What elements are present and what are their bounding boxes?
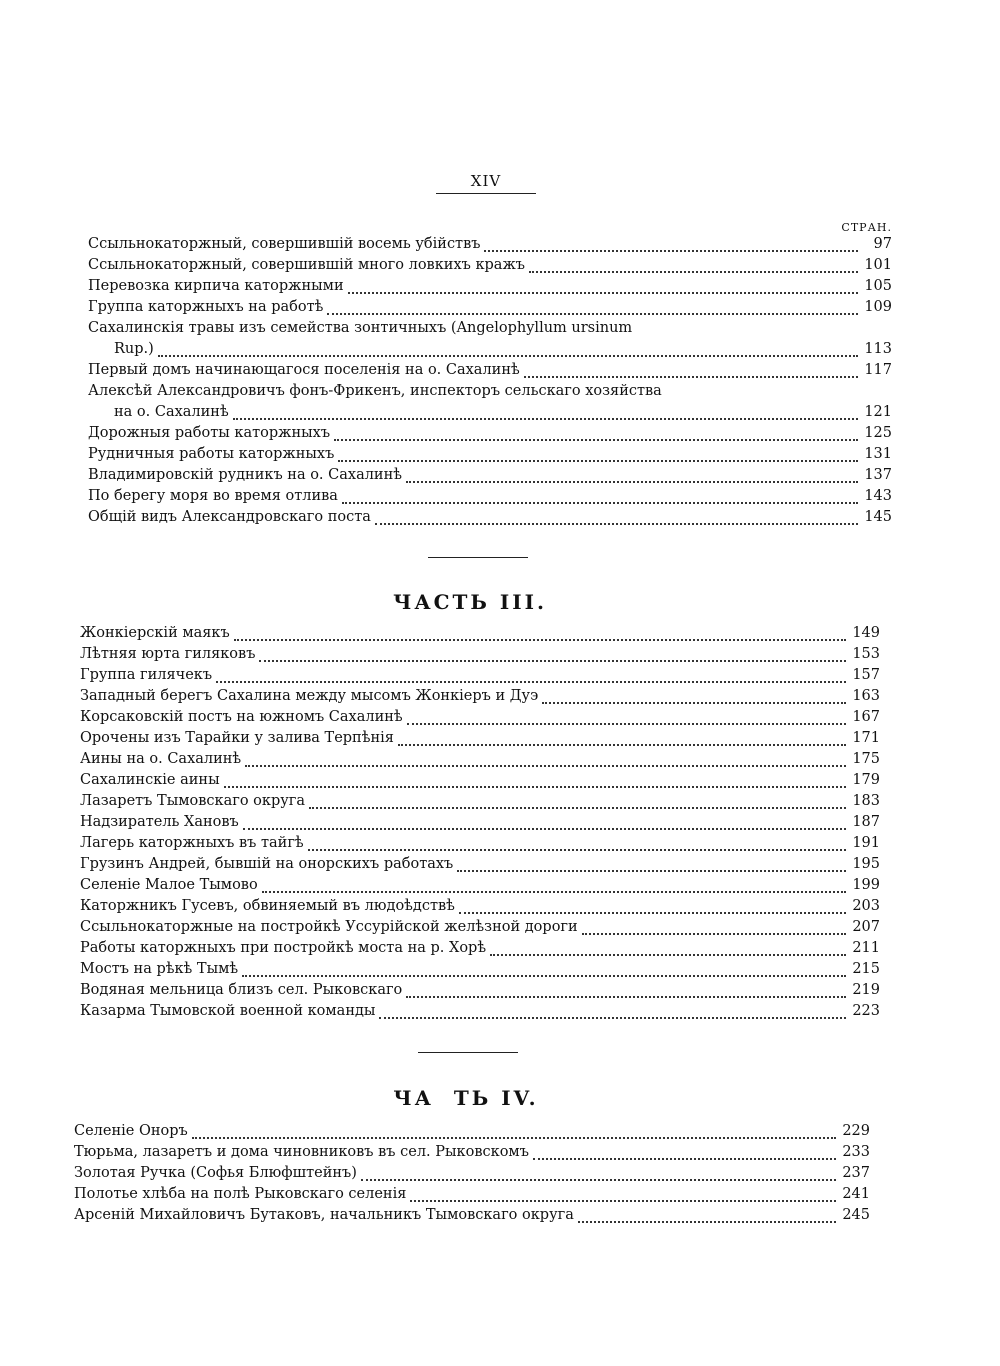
entry-title-continued: Rup.) — [114, 341, 154, 357]
entry-title: Грузинъ Андрей, бывшій на онорскихъ работахъ — [80, 856, 454, 872]
entry-page: 219 — [852, 982, 880, 998]
section-3-heading: ЧАСТЬ III. — [393, 590, 547, 614]
toc-entry — [74, 1207, 870, 1228]
dot-leader — [361, 1179, 836, 1181]
entry-page: 149 — [852, 625, 880, 641]
entry-title: Общій видъ Александровскаго поста — [88, 509, 371, 525]
toc-entry — [80, 793, 880, 814]
entry-title: Группа гилячекъ — [80, 667, 213, 683]
dot-leader — [234, 639, 846, 641]
entry-title: Каторжникъ Гусевъ, обвиняемый въ людоѣдствѣ — [80, 898, 455, 914]
dot-leader — [490, 954, 846, 956]
page-number: XIV — [470, 172, 502, 190]
entry-title: Селеніе Оноръ — [74, 1123, 188, 1139]
toc-entry — [80, 919, 880, 940]
toc-entry — [80, 982, 880, 1003]
entry-title: Западный берегъ Сахалина между мысомъ Жонкіеръ и Дуэ — [80, 688, 539, 704]
entry-page: 207 — [852, 919, 880, 935]
entry-page: 167 — [852, 709, 880, 725]
toc-entry — [74, 1144, 870, 1165]
entry-title: Полотье хлѣба на полѣ Рыковскаго селенія — [74, 1186, 407, 1202]
dot-leader — [582, 933, 846, 935]
toc-entry — [88, 488, 892, 509]
toc-entry — [88, 341, 892, 362]
dot-leader — [484, 250, 858, 252]
entry-title: Мостъ на рѣкѣ Тымѣ — [80, 961, 239, 977]
entry-page: 157 — [852, 667, 880, 683]
entry-page: 163 — [852, 688, 880, 704]
entry-page: 215 — [852, 961, 880, 977]
entry-page: 211 — [852, 940, 880, 956]
dot-leader — [233, 418, 858, 420]
toc-entry — [80, 751, 880, 772]
entry-title: Первый домъ начинающагося поселенія на о. Сахалинѣ — [88, 362, 520, 378]
entry-title: Ссыльнокаторжный, совершившій много ловкихъ кражъ — [88, 257, 526, 273]
entry-page: 241 — [842, 1186, 870, 1202]
entry-page: 101 — [864, 257, 892, 273]
dot-leader — [406, 481, 858, 483]
entry-page: 113 — [864, 341, 892, 357]
toc-entry — [74, 1123, 870, 1144]
toc-entry — [80, 688, 880, 709]
entry-page: 187 — [852, 814, 880, 830]
entry-page: 137 — [864, 467, 892, 483]
toc-entry — [80, 898, 880, 919]
dot-leader — [375, 523, 858, 525]
toc-entry — [80, 625, 880, 646]
dot-leader — [398, 744, 846, 746]
toc-entry — [74, 1165, 870, 1186]
entry-page: 97 — [873, 236, 892, 252]
dot-leader — [533, 1158, 836, 1160]
toc-entry — [80, 961, 880, 982]
entry-page: 145 — [864, 509, 892, 525]
entry-page: 183 — [852, 793, 880, 809]
entry-title: Сахалинскіе аины — [80, 772, 220, 788]
entry-page: 171 — [852, 730, 880, 746]
entry-title: Ссыльнокаторжные на постройкѣ Уссурійской желѣзной дороги — [80, 919, 578, 935]
entry-page: 229 — [842, 1123, 870, 1139]
header-rule — [436, 193, 536, 194]
toc-entry — [80, 667, 880, 688]
dot-leader — [242, 975, 846, 977]
toc-entry — [80, 835, 880, 856]
entry-page: 195 — [852, 856, 880, 872]
dot-leader — [192, 1137, 836, 1139]
section-4-heading: ЧА ТЬ IV. — [393, 1086, 539, 1110]
toc-entry — [88, 257, 892, 278]
toc-entry — [80, 814, 880, 835]
entry-page: 117 — [864, 362, 892, 378]
toc-section-4 — [74, 1123, 870, 1228]
entry-title: Рудничныя работы каторжныхъ — [88, 446, 335, 462]
dot-leader — [406, 996, 846, 998]
dot-leader — [334, 439, 858, 441]
entry-page: 131 — [864, 446, 892, 462]
dot-leader — [348, 292, 858, 294]
entry-title: Ссыльнокаторжный, совершившій восемь убійствъ — [88, 236, 481, 252]
entry-title: Дорожныя работы каторжныхъ — [88, 425, 331, 441]
toc-section-3 — [80, 625, 880, 1024]
entry-title: Лѣтняя юрта гиляковъ — [80, 646, 256, 662]
dot-leader — [216, 681, 846, 683]
entry-title: Жонкіерскій маякъ — [80, 625, 230, 641]
toc-entry — [80, 1003, 880, 1024]
dot-leader — [338, 460, 858, 462]
dot-leader — [309, 807, 846, 809]
entry-title: Арсеній Михайловичъ Бутаковъ, начальникъ Тымовскаго округа — [74, 1207, 574, 1223]
dot-leader — [542, 702, 846, 704]
entry-page: 105 — [864, 278, 892, 294]
entry-title: Водяная мельница близъ сел. Рыковскаго — [80, 982, 403, 998]
dot-leader — [407, 723, 846, 725]
entry-title: Работы каторжныхъ при постройкѣ моста на р. Хорѣ — [80, 940, 487, 956]
toc-entry — [88, 404, 892, 425]
entry-page: 143 — [864, 488, 892, 504]
entry-title: Казарма Тымовской военной команды — [80, 1003, 376, 1019]
entry-title: Группа каторжныхъ на работѣ — [88, 299, 324, 315]
dot-leader — [327, 313, 858, 315]
toc-entry-line — [88, 383, 892, 404]
dot-leader — [259, 660, 846, 662]
toc-entry — [88, 236, 892, 257]
entry-page: 121 — [864, 404, 892, 420]
entry-page: 191 — [852, 835, 880, 851]
entry-title: Лагерь каторжныхъ въ тайгѣ — [80, 835, 304, 851]
dot-leader — [243, 828, 846, 830]
entry-page: 233 — [842, 1144, 870, 1160]
toc-entry — [74, 1186, 870, 1207]
toc-entry — [88, 425, 892, 446]
dot-leader — [459, 912, 846, 914]
toc-entry — [88, 278, 892, 299]
entry-page: 179 — [852, 772, 880, 788]
toc-entry — [80, 709, 880, 730]
entry-page: 125 — [864, 425, 892, 441]
entry-title: Лазаретъ Тымовскаго округа — [80, 793, 306, 809]
entry-page: 203 — [852, 898, 880, 914]
entry-page: 109 — [864, 299, 892, 315]
dot-leader — [457, 870, 846, 872]
dot-leader — [379, 1017, 846, 1019]
dot-leader — [224, 786, 846, 788]
dot-leader — [308, 849, 846, 851]
page-column-label: СТРАН. — [841, 221, 892, 234]
toc-entry — [88, 299, 892, 320]
entry-title: Перевозка кирпича каторжными — [88, 278, 344, 294]
section-divider — [428, 557, 528, 558]
toc-entry — [80, 646, 880, 667]
entry-title: Сахалинскія травы изъ семейства зонтичныхъ (Angelophyllum ursinum — [88, 320, 633, 336]
entry-page: 223 — [852, 1003, 880, 1019]
dot-leader — [529, 271, 858, 273]
entry-title: Тюрьма, лазаретъ и дома чиновниковъ въ сел. Рыковскомъ — [74, 1144, 529, 1160]
dot-leader — [245, 765, 846, 767]
entry-title: Аины на о. Сахалинѣ — [80, 751, 242, 767]
toc-entry — [88, 362, 892, 383]
entry-title-continued: на о. Сахалинѣ — [114, 404, 229, 420]
entry-title: Орочены изъ Тарайки у залива Терпѣнія — [80, 730, 394, 746]
entry-page: 245 — [842, 1207, 870, 1223]
entry-title: Надзиратель Хановъ — [80, 814, 239, 830]
toc-entry — [80, 877, 880, 898]
entry-page: 153 — [852, 646, 880, 662]
entry-title: По берегу моря во время отлива — [88, 488, 338, 504]
toc-entry — [80, 856, 880, 877]
toc-section-2 — [88, 236, 892, 530]
dot-leader — [578, 1221, 836, 1223]
toc-entry — [88, 509, 892, 530]
toc-entry-line — [88, 320, 892, 341]
dot-leader — [410, 1200, 836, 1202]
entry-title: Селеніе Малое Тымово — [80, 877, 258, 893]
dot-leader — [524, 376, 858, 378]
dot-leader — [158, 355, 858, 357]
entry-page: 237 — [842, 1165, 870, 1181]
entry-page: 175 — [852, 751, 880, 767]
entry-title: Корсаковскій постъ на южномъ Сахалинѣ — [80, 709, 403, 725]
section-divider — [418, 1052, 518, 1053]
toc-entry — [80, 940, 880, 961]
toc-entry — [80, 772, 880, 793]
entry-title: Владимировскій рудникъ на о. Сахалинѣ — [88, 467, 402, 483]
dot-leader — [262, 891, 846, 893]
dot-leader — [342, 502, 858, 504]
entry-page: 199 — [852, 877, 880, 893]
toc-entry — [80, 730, 880, 751]
entry-title: Алексѣй Александровичъ фонъ-Фрикенъ, инспекторъ сельскаго хозяйства — [88, 383, 662, 399]
toc-entry — [88, 446, 892, 467]
toc-entry — [88, 467, 892, 488]
entry-title: Золотая Ручка (Софья Блюфштейнъ) — [74, 1165, 357, 1181]
